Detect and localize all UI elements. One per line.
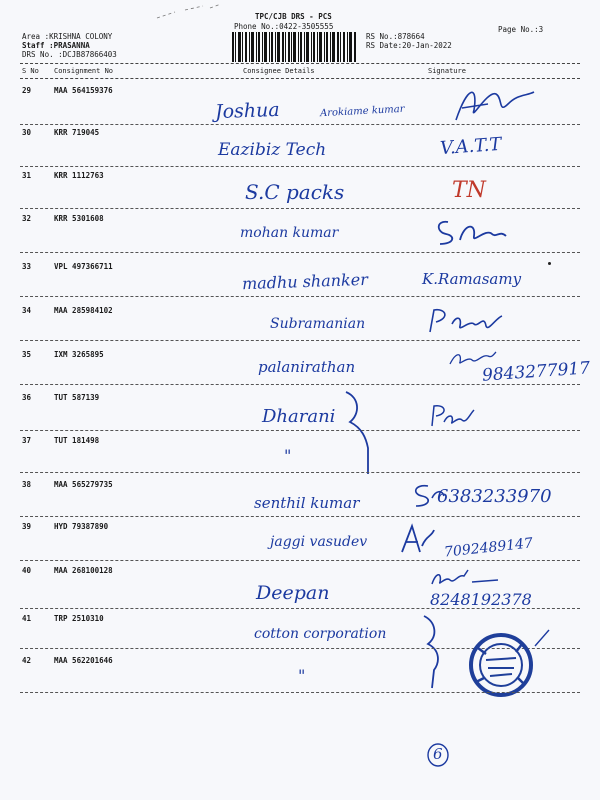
header-bottom-rule xyxy=(20,78,580,79)
row-39-consignee: jaggi vasudev xyxy=(270,534,368,550)
row-37-consignee: " xyxy=(284,446,292,465)
row-39-signature xyxy=(398,522,438,556)
row-36-consignment: TUT 587139 xyxy=(54,393,100,402)
row-separator xyxy=(20,472,580,473)
row-separator xyxy=(20,296,580,297)
row-32-sno: 32 xyxy=(22,214,32,223)
row-40-phone: 8248192378 xyxy=(430,590,532,609)
row-separator xyxy=(20,208,580,209)
row-38-consignee: senthil kumar xyxy=(254,494,360,512)
header-staff: Staff :PRASANNA xyxy=(22,41,90,50)
row-separator xyxy=(20,124,580,125)
row-29-signature xyxy=(448,80,538,125)
row-29-consignee: Joshua xyxy=(214,98,280,124)
row-separator xyxy=(20,340,580,341)
row-33-consignee: madhu shanker xyxy=(241,269,369,294)
row-42-consignment: MAA 562201646 xyxy=(54,656,113,665)
row-38-sno: 38 xyxy=(22,480,32,489)
header-rs-no: RS No.:878664 xyxy=(366,32,425,41)
row-33-signature: K.Ramasamy xyxy=(422,270,522,288)
row-41-sno: 41 xyxy=(22,614,32,623)
row-29-consignee-extra: Arokiame kumar xyxy=(319,103,405,120)
header-rs-date: RS Date:20-Jan-2022 xyxy=(366,41,452,50)
row-41-42-bracket xyxy=(416,612,456,692)
header-drs-no: DRS No. :DCJB87866403 xyxy=(22,50,117,59)
row-40-consignee: Deepan xyxy=(256,582,330,604)
header-phone: Phone No.:0422-3505555 xyxy=(234,22,334,31)
row-separator xyxy=(20,384,580,385)
row-36-consignee: Dharani xyxy=(262,406,336,427)
row-32-consignment: KRR 5301608 xyxy=(54,214,104,223)
row-38-phone: 6383233970 xyxy=(437,486,552,507)
row-42-consignee: " xyxy=(298,666,306,685)
column-consignee: Consignee Details xyxy=(243,67,315,75)
row-34-consignment: MAA 285984102 xyxy=(54,306,113,315)
header-company: TPC/CJB DRS - PCS xyxy=(255,12,332,21)
row-36-signature xyxy=(428,402,478,432)
row-30-signature: V.A.T.T xyxy=(439,133,503,160)
row-35-consignment: IXM 3265895 xyxy=(54,350,104,359)
header-top-rule xyxy=(20,63,580,64)
row-39-phone: 7092489147 xyxy=(443,535,534,561)
row-separator xyxy=(20,252,580,253)
round-stamp xyxy=(466,630,536,700)
row-30-sno: 30 xyxy=(22,128,32,137)
header-page-no: Page No.:3 xyxy=(498,25,544,34)
row-32-consignee: mohan kumar xyxy=(240,225,339,241)
row-separator xyxy=(20,692,580,693)
row-separator xyxy=(20,166,580,167)
row-30-consignment: KRR 719045 xyxy=(54,128,100,137)
row-40-signature xyxy=(428,566,508,590)
stamp-pen-stroke xyxy=(533,628,553,648)
page-mark-number: 6 xyxy=(433,745,443,763)
row-34-signature xyxy=(426,306,506,336)
row-37-sno: 37 xyxy=(22,436,32,445)
row-35-sno: 35 xyxy=(22,350,32,359)
row-33-consignment: VPL 497366711 xyxy=(54,262,113,271)
row-42-sno: 42 xyxy=(22,656,32,665)
row-separator xyxy=(20,430,580,431)
row-34-consignee: Subramanian xyxy=(270,316,366,332)
row-41-consignee: cotton corporation xyxy=(254,626,387,642)
row-36-37-bracket xyxy=(340,388,380,478)
row-40-sno: 40 xyxy=(22,566,32,575)
row-31-consignment: KRR 1112763 xyxy=(54,171,104,180)
row-37-consignment: TUT 181498 xyxy=(54,436,100,445)
row-31-signature: TN xyxy=(452,178,486,203)
row-separator xyxy=(20,560,580,561)
row-33-sno: 33 xyxy=(22,262,32,271)
row-29-sno: 29 xyxy=(22,86,32,95)
row-31-sno: 31 xyxy=(22,171,32,180)
row-35-phone: 9843277917 xyxy=(481,358,591,386)
column-sno: S No xyxy=(22,67,39,75)
row-40-consignment: MAA 268100128 xyxy=(54,566,113,575)
pencil-mark-decoration xyxy=(155,2,225,22)
barcode-image xyxy=(230,32,358,62)
row-38-consignment: MAA 565279735 xyxy=(54,480,113,489)
header-area: Area :KRISHNA COLONY xyxy=(22,32,113,41)
row-39-sno: 39 xyxy=(22,522,32,531)
row-39-consignment: HYD 79387890 xyxy=(54,522,109,531)
row-35-consignee: palanirathan xyxy=(258,358,356,376)
row-29-consignment: MAA 564159376 xyxy=(54,86,113,95)
row-31-consignee: S.C packs xyxy=(245,180,345,204)
column-signature: Signature xyxy=(428,67,466,75)
row-36-sno: 36 xyxy=(22,393,32,402)
column-consignment: Consignment No xyxy=(54,67,114,75)
row-separator xyxy=(20,608,580,609)
row-41-consignment: TRP 2510310 xyxy=(54,614,104,623)
row-separator xyxy=(20,516,580,517)
row-30-consignee: Eazibiz Tech xyxy=(218,140,327,160)
row-32-signature xyxy=(430,212,510,248)
row-34-sno: 34 xyxy=(22,306,32,315)
dot-mark xyxy=(548,262,551,265)
